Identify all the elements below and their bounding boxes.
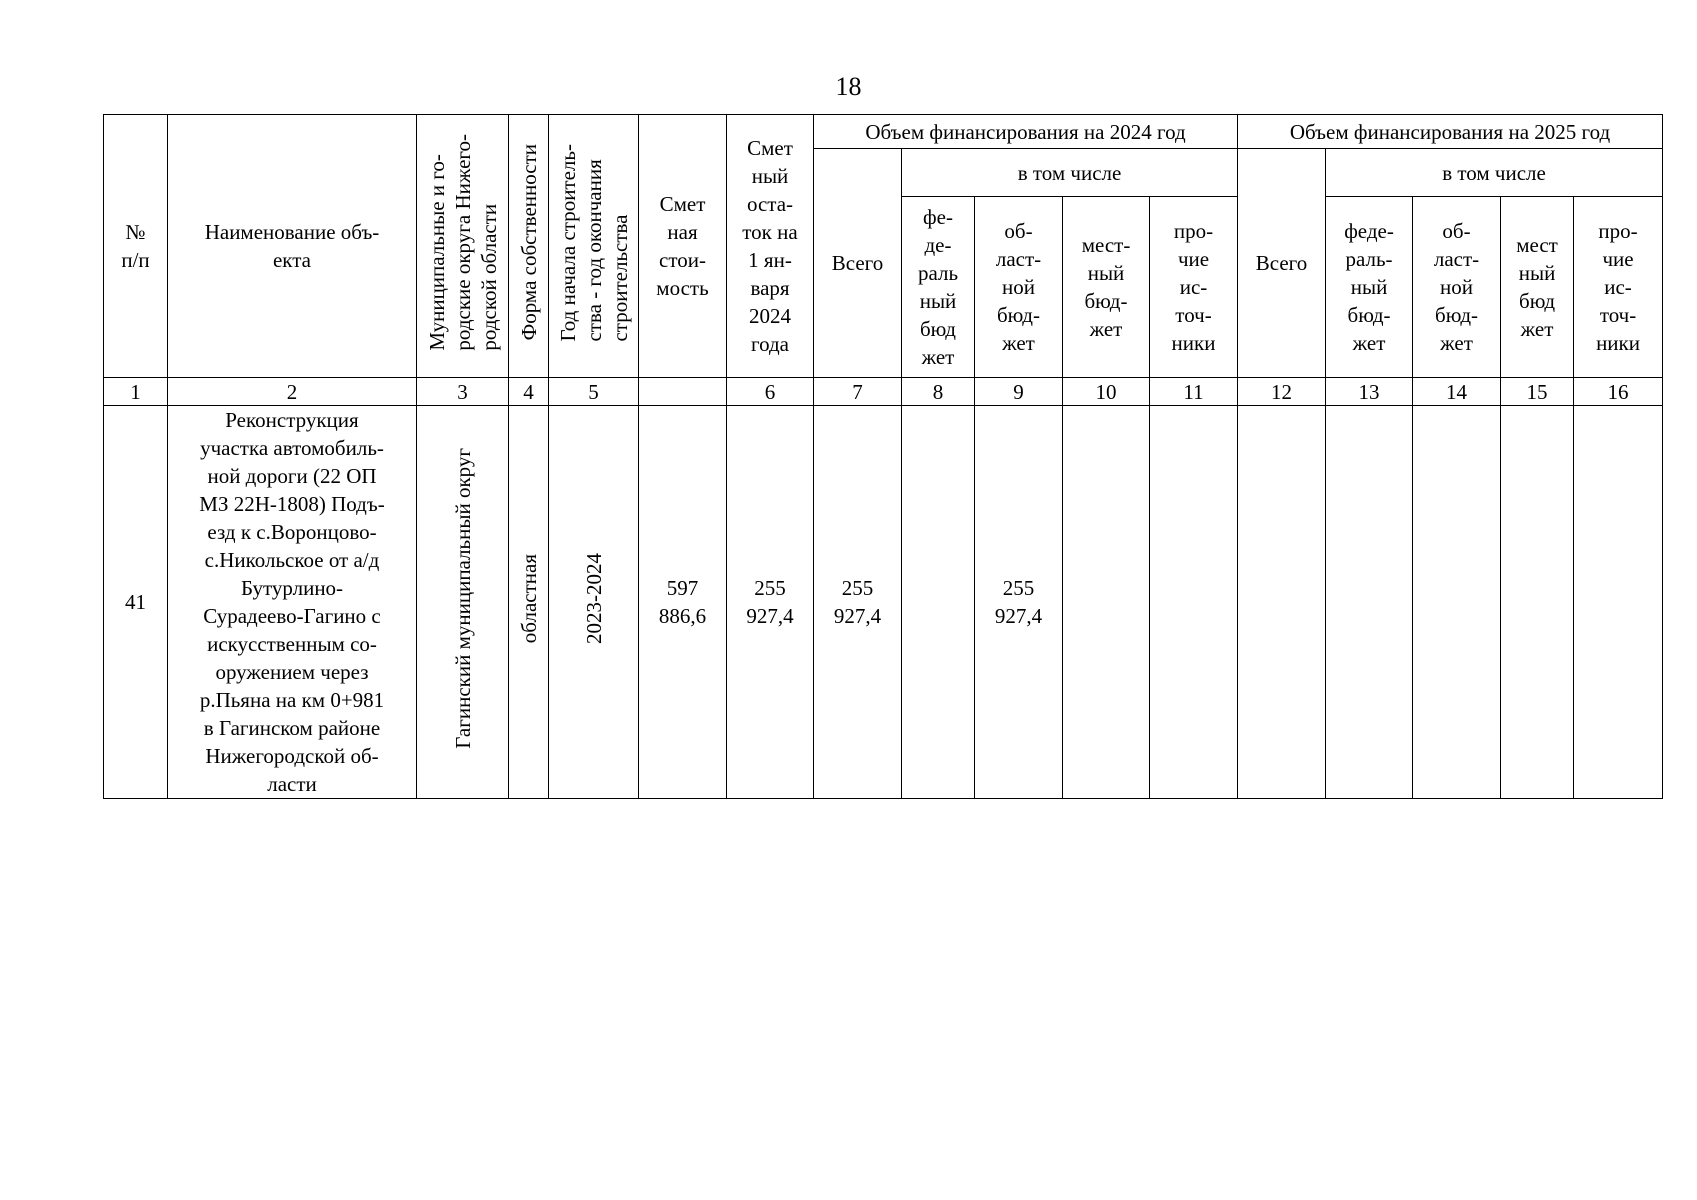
row-local-2024 <box>1063 406 1150 799</box>
header-other-2024: про- чие ис- точ- ники <box>1150 197 1238 378</box>
column-number: 15 <box>1501 378 1574 406</box>
header-name: Наименование объ- екта <box>168 115 417 378</box>
header-regional-2024: об- ласт- ной бюд- жет <box>975 197 1063 378</box>
financing-table <box>103 114 1663 799</box>
column-number: 12 <box>1238 378 1326 406</box>
column-number: 5 <box>549 378 639 406</box>
header-local-2024: мест- ный бюд- жет <box>1063 197 1150 378</box>
row-municipal-cell <box>417 406 509 799</box>
row-years-cell <box>549 406 639 799</box>
row-name: Реконструкция участка автомобиль- ной дороги (22 ОП МЗ 22Н-1808) Подъ- езд к с.Воронцово- с.Никольское от а/д Бутурлино- Сурадеево-Гагино с искусственным со- оружением через р.Пьяна на км 0+981 в Гагинском районе Нижегородской об- ласти <box>168 406 417 799</box>
header-federal-2025: феде- раль- ный бюд- жет <box>1326 197 1413 378</box>
column-number: 11 <box>1150 378 1238 406</box>
column-number: 6 <box>727 378 814 406</box>
row-total-2024: 255 927,4 <box>814 406 902 799</box>
header-regional-2025: об- ласт- ной бюд- жет <box>1413 197 1501 378</box>
row-estimated-cost: 597 886,6 <box>639 406 727 799</box>
row-num: 41 <box>104 406 168 799</box>
header-municipal: Муниципальные и го- родские округа Нижего- родской области <box>424 134 501 351</box>
header-including-2025: в том числе <box>1326 149 1663 197</box>
column-number: 14 <box>1413 378 1501 406</box>
column-number: 8 <box>902 378 975 406</box>
row-ownership-cell <box>509 406 549 799</box>
header-municipal-cell <box>417 115 509 378</box>
header-including-2024: в том числе <box>902 149 1238 197</box>
page-number: 18 <box>835 72 862 101</box>
row-federal-2024 <box>902 406 975 799</box>
header-funding-2024: Объем финансирования на 2024 год <box>814 115 1238 149</box>
column-number: 2 <box>168 378 417 406</box>
header-years: Год начала строитель- ства - год окончания строительства <box>555 143 632 342</box>
row-regional-2024: 255 927,4 <box>975 406 1063 799</box>
header-num: № п/п <box>104 115 168 378</box>
header-years-cell <box>549 115 639 378</box>
header-other-2025: про- чие ис- точ- ники <box>1574 197 1663 378</box>
column-number: 10 <box>1063 378 1150 406</box>
header-total-2024: Всего <box>814 149 902 378</box>
column-number-row <box>104 378 1663 406</box>
header-federal-2024: фе- де- раль ный бюд жет <box>902 197 975 378</box>
header-ownership-cell <box>509 115 549 378</box>
header-ownership: Форма собственности <box>516 144 541 341</box>
row-total-2025 <box>1238 406 1326 799</box>
row-municipal: Гагинский муниципальный округ <box>450 448 475 749</box>
header-estimated-cost: Смет ная стои- мость <box>639 115 727 378</box>
row-local-2025 <box>1501 406 1574 799</box>
row-estimated-balance: 255 927,4 <box>727 406 814 799</box>
column-number: 3 <box>417 378 509 406</box>
row-years: 2023-2024 <box>581 553 606 644</box>
header-local-2025: мест ный бюд жет <box>1501 197 1574 378</box>
row-other-2025 <box>1574 406 1663 799</box>
column-number: 4 <box>509 378 549 406</box>
header-funding-2025: Объем финансирования на 2025 год <box>1238 115 1663 149</box>
column-number: 7 <box>814 378 902 406</box>
column-number: 1 <box>104 378 168 406</box>
column-number: 16 <box>1574 378 1663 406</box>
column-number: 13 <box>1326 378 1413 406</box>
column-number: 9 <box>975 378 1063 406</box>
row-ownership: областная <box>516 553 541 644</box>
row-other-2024 <box>1150 406 1238 799</box>
column-number <box>639 378 727 406</box>
header-estimated-balance: Смет ный оста- ток на 1 ян- варя 2024 года <box>727 115 814 378</box>
row-federal-2025 <box>1326 406 1413 799</box>
table-row <box>104 406 1663 799</box>
header-total-2025: Всего <box>1238 149 1326 378</box>
row-regional-2025 <box>1413 406 1501 799</box>
